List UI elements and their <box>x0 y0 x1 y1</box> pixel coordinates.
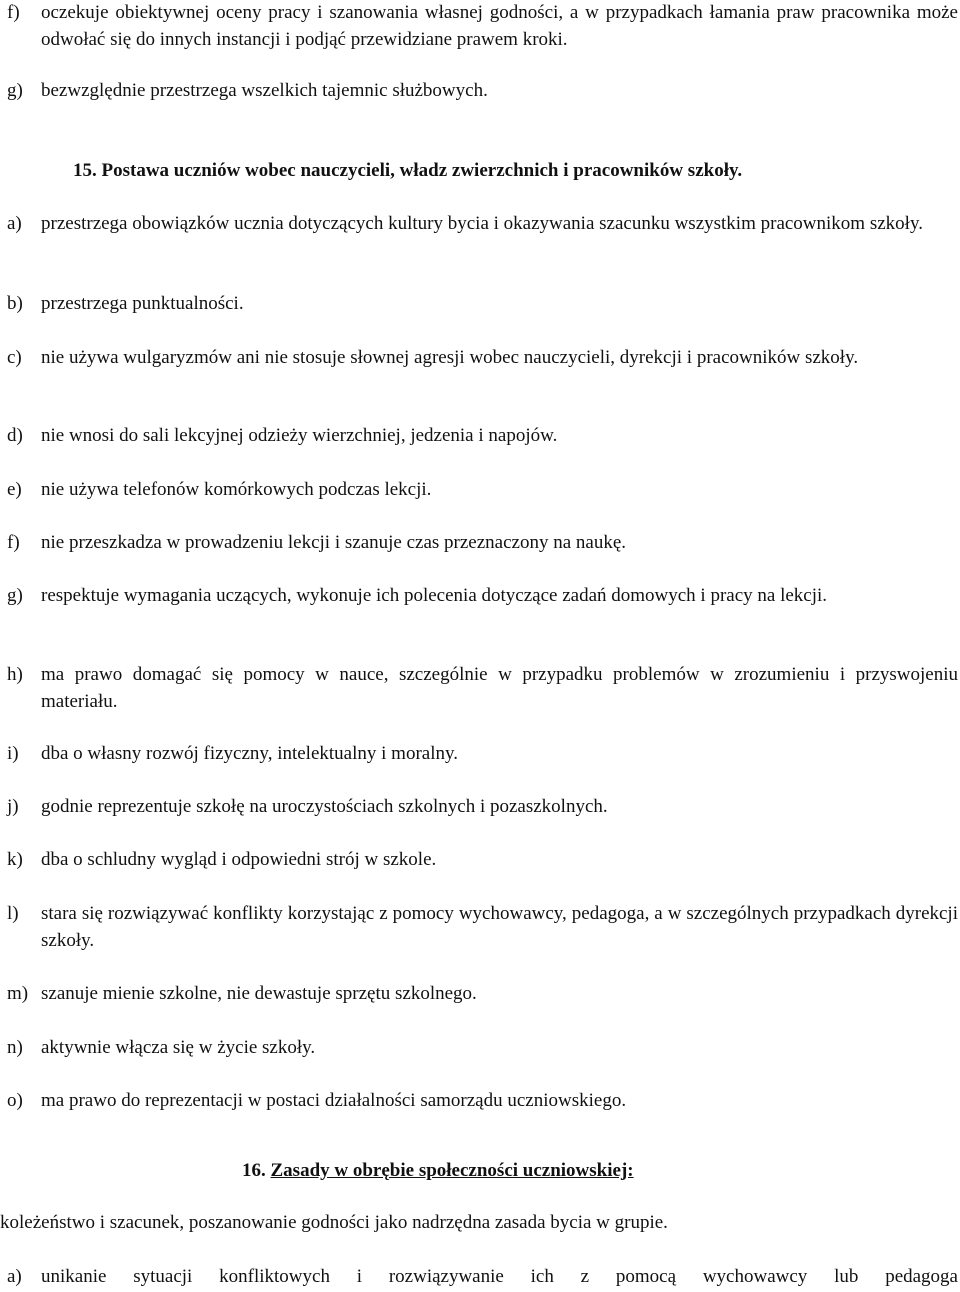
list-item <box>7 793 958 820</box>
list-item <box>7 422 958 449</box>
list-marker: a) <box>7 1266 22 1287</box>
list-item <box>7 290 958 317</box>
list-item-text: ma prawo domagać się pomocy w nauce, szczególnie w przypadku problemów w zrozumieniu i przyswojeniu materiału. <box>41 664 958 712</box>
list-item-text: respektuje wymagania uczących, wykonuje ich polecenia dotyczące zadań domowych i pracy na lekcji. <box>41 585 828 606</box>
list-marker: j) <box>7 796 19 817</box>
section-number: 16. <box>242 1160 266 1181</box>
list-item <box>7 582 958 609</box>
list-item <box>7 0 958 53</box>
list-item <box>7 210 958 237</box>
list-marker: a) <box>7 213 22 234</box>
list-item <box>7 77 958 104</box>
list-item-text: aktywnie włącza się w życie szkoły. <box>41 1037 316 1058</box>
list-marker: n) <box>7 1037 23 1058</box>
list-item <box>7 529 958 556</box>
list-item-text: nie używa telefonów komórkowych podczas lekcji. <box>41 479 432 500</box>
list-item-text: oczekuje obiektywnej oceny pracy i szanowania własnej godności, a w przypadkach łamania praw pracownika może odwołać się do innych instancji i podjąć przewidziane prawem kroki. <box>41 2 958 50</box>
list-item <box>7 661 958 715</box>
list-marker: m) <box>7 983 29 1004</box>
section-heading <box>242 1157 634 1184</box>
list-item <box>7 1087 958 1114</box>
list-marker: f) <box>7 2 20 23</box>
list-item <box>7 980 958 1007</box>
list-marker: f) <box>7 532 20 553</box>
list-marker: b) <box>7 293 23 314</box>
list-item-text: stara się rozwiązywać konflikty korzystając z pomocy wychowawcy, pedagoga, a w szczególnych przypadkach dyrekcji szkoły. <box>41 903 958 951</box>
list-item-text: dba o własny rozwój fizyczny, intelektualny i moralny. <box>41 743 458 764</box>
list-item <box>7 740 958 767</box>
list-item-text: przestrzega obowiązków ucznia dotyczących kultury bycia i okazywania szacunku wszystkim pracownikom szkoły. <box>41 213 923 234</box>
list-marker: c) <box>7 347 22 368</box>
list-item <box>7 1034 958 1061</box>
list-item-text: szanuje mienie szkolne, nie dewastuje sprzętu szkolnego. <box>41 983 477 1004</box>
paragraph: koleżeństwo i szacunek, poszanowanie godności jako nadrzędna zasada bycia w grupie. <box>0 1212 668 1233</box>
list-marker: h) <box>7 664 23 685</box>
list-item-text: ma prawo do reprezentacji w postaci działalności samorządu uczniowskiego. <box>41 1090 627 1111</box>
list-item-text: godnie reprezentuje szkołę na uroczystościach szkolnych i pozaszkolnych. <box>41 796 608 817</box>
list-item-text: nie używa wulgaryzmów ani nie stosuje słownej agresji wobec nauczycieli, dyrekcji i pracowników szkoły. <box>41 347 859 368</box>
list-item-text: nie wnosi do sali lekcyjnej odzieży wierzchniej, jedzenia i napojów. <box>41 425 558 446</box>
list-item-text: dba o schludny wygląd i odpowiedni strój w szkole. <box>41 849 437 870</box>
list-item <box>7 846 958 873</box>
list-marker: d) <box>7 425 23 446</box>
list-marker: l) <box>7 903 19 924</box>
list-item <box>7 344 958 371</box>
list-marker: g) <box>7 80 23 101</box>
list-marker: g) <box>7 585 23 606</box>
list-item-text: unikanie sytuacji konfliktowych i rozwiązywanie ich z pomocą wychowawcy lub pedagoga <box>41 1266 958 1287</box>
section-heading <box>73 157 742 184</box>
list-item <box>7 1263 958 1290</box>
list-marker: e) <box>7 479 22 500</box>
list-marker: i) <box>7 743 19 764</box>
list-item <box>7 900 958 954</box>
list-marker: o) <box>7 1090 23 1111</box>
list-item-text: przestrzega punktualności. <box>41 293 244 314</box>
section-number: 15. <box>73 160 97 181</box>
list-item-text: nie przeszkadza w prowadzeniu lekcji i szanuje czas przeznaczony na naukę. <box>41 532 627 553</box>
list-item <box>7 476 958 503</box>
list-marker: k) <box>7 849 23 870</box>
list-item-text: bezwzględnie przestrzega wszelkich tajemnic służbowych. <box>41 80 488 101</box>
section-title: Zasady w obrębie społeczności uczniowskiej: <box>270 1160 634 1181</box>
section-title: Postawa uczniów wobec nauczycieli, władz zwierzchnich i pracowników szkoły. <box>101 160 743 181</box>
